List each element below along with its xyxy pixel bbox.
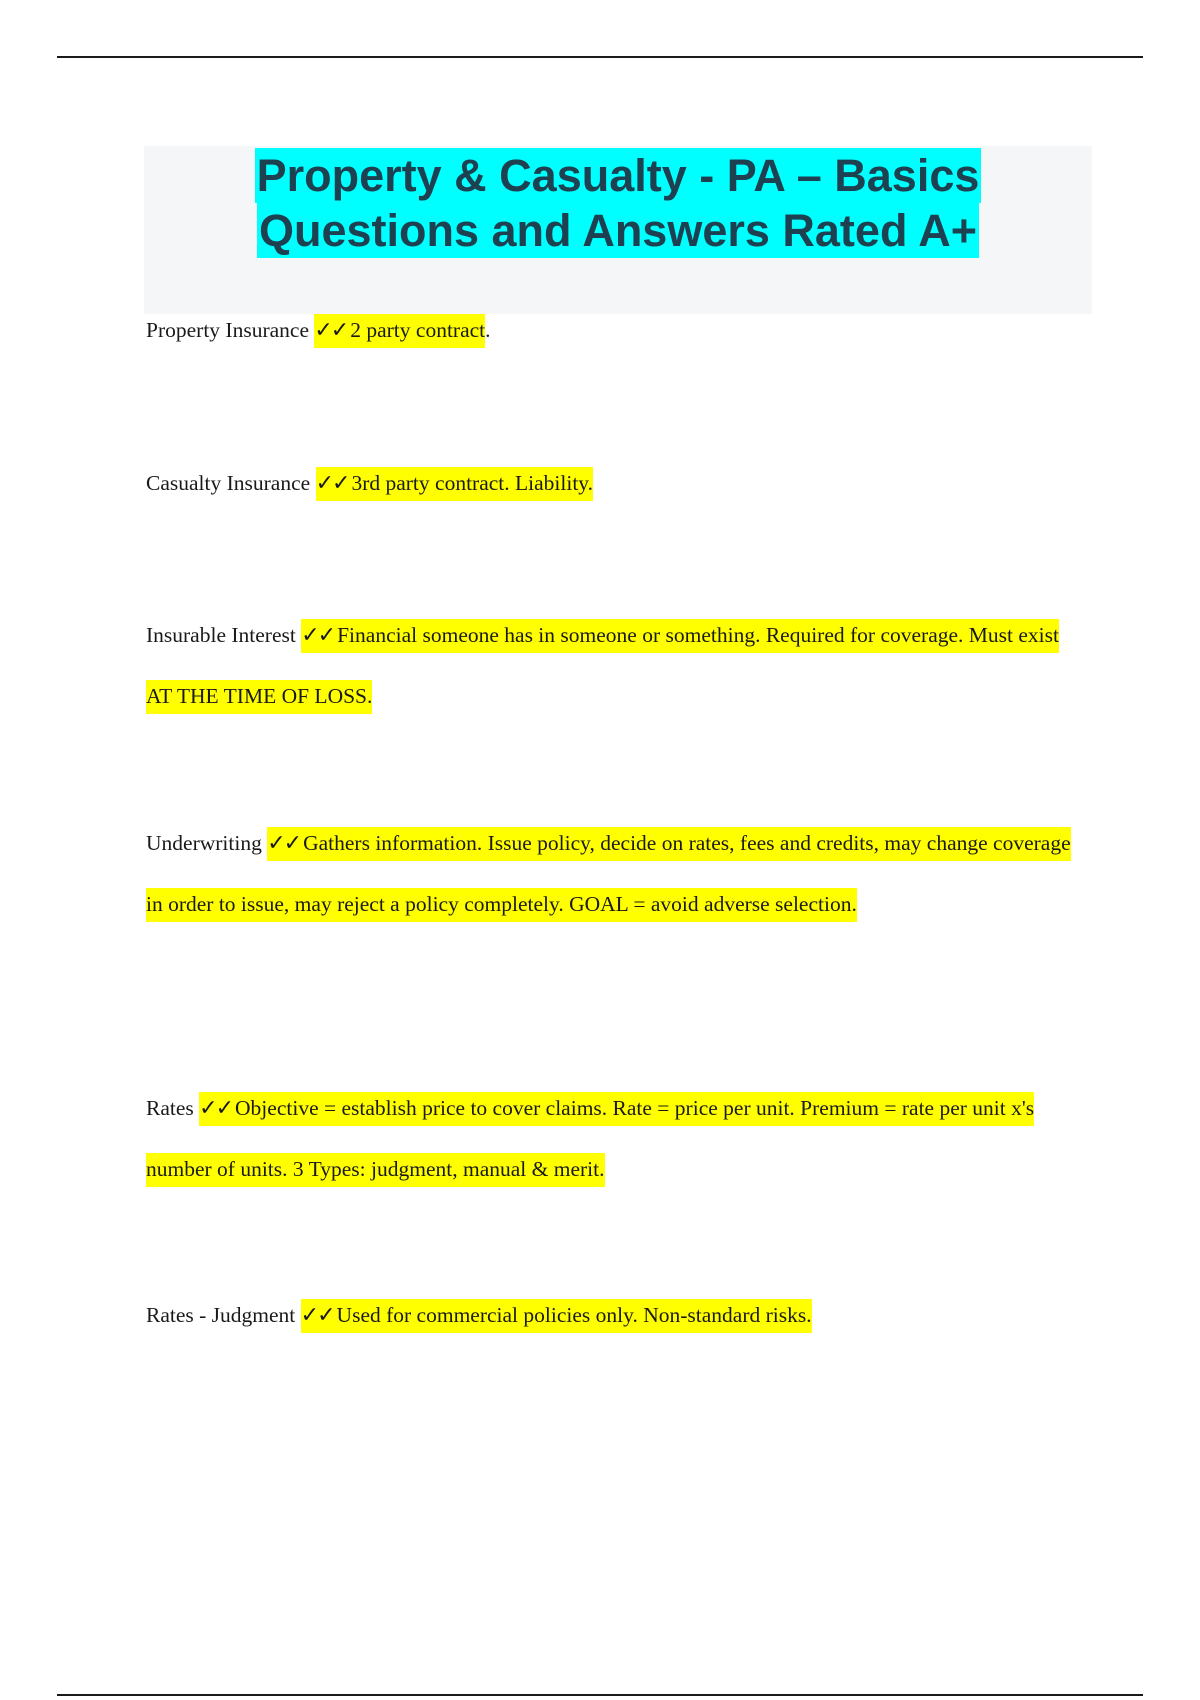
title-line-2: Questions and Answers Rated A+ — [258, 205, 978, 256]
answer-highlight — [301, 1299, 812, 1333]
bottom-rule — [57, 1694, 1143, 1696]
double-check-icon: ✓✓ — [314, 318, 348, 343]
title-block — [144, 146, 1092, 314]
qa-item-underwriting — [146, 813, 1086, 934]
answer-text: Financial someone has in someone or something. Required for coverage. Must exist AT THE TIME OF LOSS. — [146, 623, 1059, 708]
answer-highlight — [146, 827, 1071, 922]
document-title — [144, 146, 1092, 258]
double-check-icon: ✓✓ — [267, 831, 301, 856]
answer-text: Used for commercial policies only. Non-standard risks. — [336, 1303, 812, 1327]
answer-text: 2 party contract — [350, 318, 486, 342]
qa-item-property-insurance — [146, 300, 1086, 361]
qa-item-rates — [146, 1078, 1086, 1199]
term: Rates - Judgment — [146, 1303, 296, 1327]
answer-tail: . — [485, 318, 491, 342]
double-check-icon: ✓✓ — [301, 623, 335, 648]
term: Insurable Interest — [146, 623, 296, 647]
title-line-1: Property & Casualty - PA – Basics — [256, 150, 980, 201]
answer-highlight — [146, 1092, 1034, 1187]
answer-highlight — [314, 314, 485, 348]
double-check-icon: ✓✓ — [315, 471, 349, 496]
term: Rates — [146, 1096, 194, 1120]
term: Casualty Insurance — [146, 471, 311, 495]
double-check-icon: ✓✓ — [300, 1303, 334, 1328]
qa-item-rates-judgment — [146, 1285, 1086, 1346]
answer-text: Gathers information. Issue policy, decide on rates, fees and credits, may change coverage in order to issue, may reject a policy completely. GOAL = avoid adverse selection. — [146, 831, 1071, 916]
qa-item-insurable-interest — [146, 605, 1086, 726]
double-check-icon: ✓✓ — [199, 1096, 233, 1121]
top-rule — [57, 56, 1143, 58]
term: Property Insurance — [146, 318, 309, 342]
answer-text: Objective = establish price to cover claims. Rate = price per unit. Premium = rate per unit x's number of units. 3 Types: judgment, manual & merit. — [146, 1096, 1035, 1181]
answer-highlight — [316, 467, 593, 501]
qa-item-casualty-insurance — [146, 453, 1086, 514]
answer-text: 3rd party contract. Liability. — [351, 471, 594, 495]
term: Underwriting — [146, 831, 262, 855]
